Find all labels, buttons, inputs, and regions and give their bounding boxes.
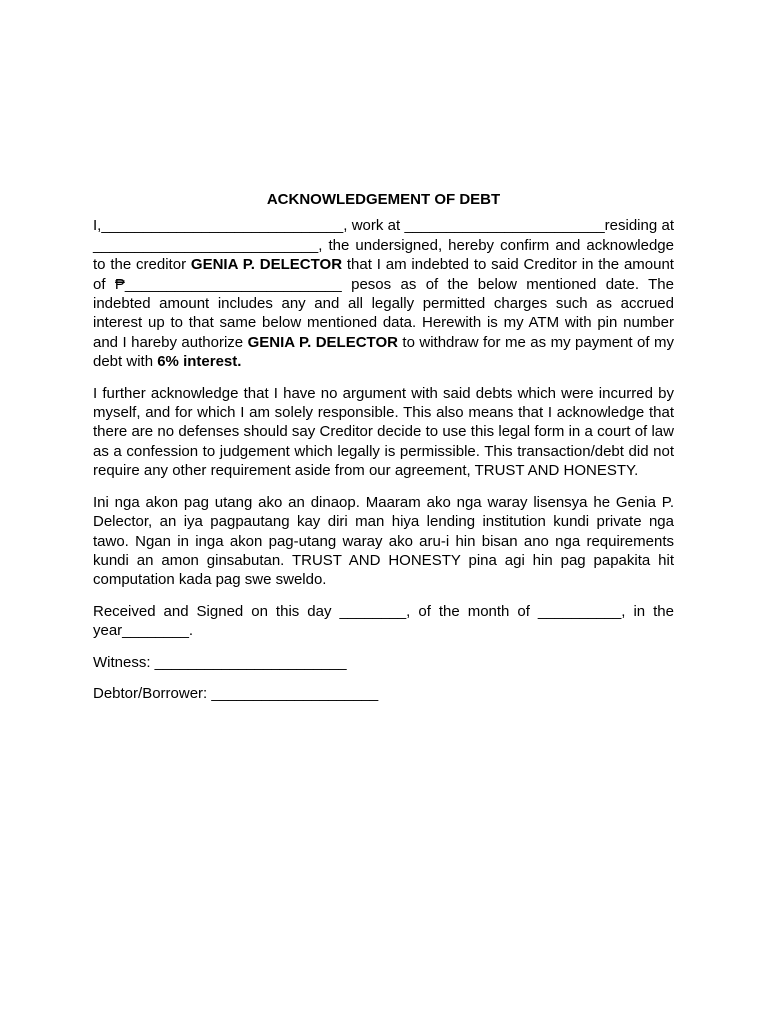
debtor-borrower-line: Debtor/Borrower: ____________________ <box>93 684 379 702</box>
witness-line: Witness: _______________________ <box>93 653 347 671</box>
received-signed-line: Received and Signed on this day ________, of the month of __________, in the year________. <box>93 602 674 640</box>
paragraph-text: I,_____________________________, work at ________________________residing at ___________________________, the undersigned, hereby confirm and acknowledge to the creditor <box>93 217 674 274</box>
paragraph-text: to withdraw for me as my payment of my debt with <box>93 333 674 371</box>
document-page <box>93 190 674 715</box>
creditor-name: GENIA P. DELECTOR <box>190 256 343 274</box>
waray-paragraph: Ini nga akon pag utang ako an dinaop. Maaram ako nga waray lisensya he Genia P. Delector, an iya pagpautang kay diri man hiya lending institution kundi private nga tawo. Ngan in inga akon pag-utang waray ako aru-i hin bisan ano nga requirements kundi an amon ginsabutan. TRUST AND HONESTY pina agi hin pag papakita hit computation kada pag swe sweldo. <box>93 493 674 589</box>
responsibility-paragraph: I further acknowledge that I have no argument with said debts which were incurred by myself, and for which I am solely responsible. This also means that I acknowledge that there are no defenses should say Creditor decide to use this legal form in a court of law as a confession to judgement which legally is permissible. This transaction/debt did not require any other requirement aside from our agreement, TRUST AND HONESTY. <box>93 384 674 480</box>
creditor-name: GENIA P. DELECTOR <box>247 333 398 351</box>
paragraph-text: that I am indebted to said Creditor in the amount of ₱__________________________ pesos as of the below mentioned date. The indebted amount includes any and all legally permitted charges such as accrued interest up to that same below mentioned data. Herewith is my ATM with pin number and I hareby authorize <box>93 256 674 351</box>
acknowledgement-paragraph <box>93 216 674 371</box>
interest-rate: 6% interest. <box>157 353 242 371</box>
document-title: ACKNOWLEDGEMENT OF DEBT <box>266 191 501 208</box>
